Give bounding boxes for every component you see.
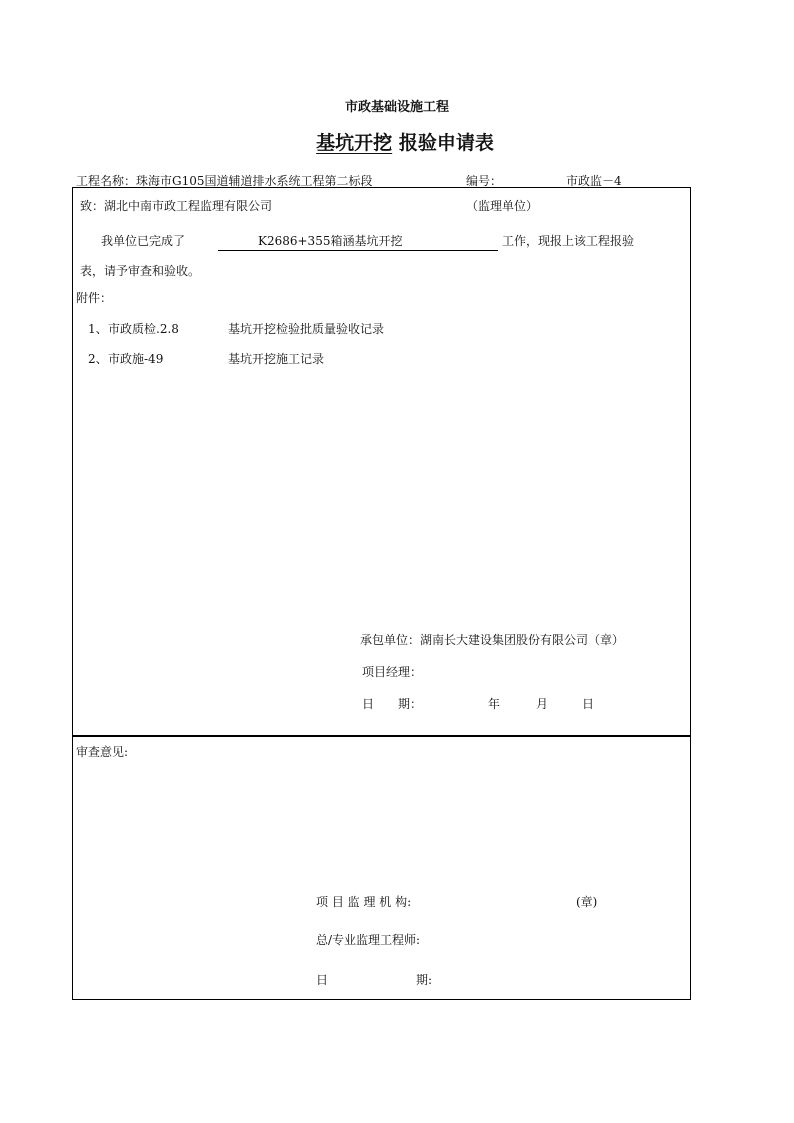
body-suffix: 工作，现报上该工程报验: [502, 234, 635, 248]
date-year: 年: [488, 697, 501, 711]
attachment-index: 1、: [88, 322, 108, 336]
attachment-title: 基坑开挖施工记录: [228, 352, 325, 366]
supervising-engineer: 总/专业监理工程师:: [316, 933, 421, 947]
number-label: 编号：: [466, 174, 503, 188]
body-line2: 表，请予审查和验收。: [80, 264, 201, 278]
form-supertitle: 市政基础设施工程: [344, 100, 449, 115]
form-title: [0, 128, 794, 155]
date-label: 日 期：: [362, 697, 423, 711]
title-rest: 报验申请表: [398, 132, 494, 154]
date-month: 月: [536, 697, 549, 711]
addressee-role: （监理单位）: [466, 199, 539, 213]
work-item-underline: [218, 250, 498, 251]
attachment-code: 市政质检.2.8: [108, 322, 179, 336]
date-day: 日: [582, 697, 595, 711]
review-label: 审查意见:: [76, 745, 129, 759]
project-name: 工程名称：珠海市G105国道辅道排水系统工程第二标段: [76, 174, 373, 188]
number-value: 市政监－4: [566, 174, 622, 188]
addressee: 致：湖北中南市政工程监理有限公司: [80, 199, 273, 213]
review-date-suffix: 期:: [416, 973, 433, 987]
body-prefix: 我单位已完成了: [101, 234, 186, 248]
attachment-index: 2、: [88, 352, 108, 366]
contractor: 承包单位：湖南长大建设集团股份有限公司（章）: [360, 633, 625, 647]
seal: (章): [576, 895, 598, 909]
project-manager: 项目经理：: [362, 665, 423, 679]
work-item: K2686+355箱涵基坑开挖: [258, 234, 403, 248]
attachment-code: 市政施-49: [108, 352, 164, 366]
attachment-title: 基坑开挖检验批质量验收记录: [228, 322, 385, 336]
title-work-item: 基坑开挖: [316, 132, 393, 154]
attachments-label: 附件：: [76, 291, 113, 305]
review-section: [72, 735, 691, 1000]
supervision-org: 项 目 监 理 机 构:: [316, 895, 412, 909]
review-date-label: 日: [316, 973, 329, 987]
